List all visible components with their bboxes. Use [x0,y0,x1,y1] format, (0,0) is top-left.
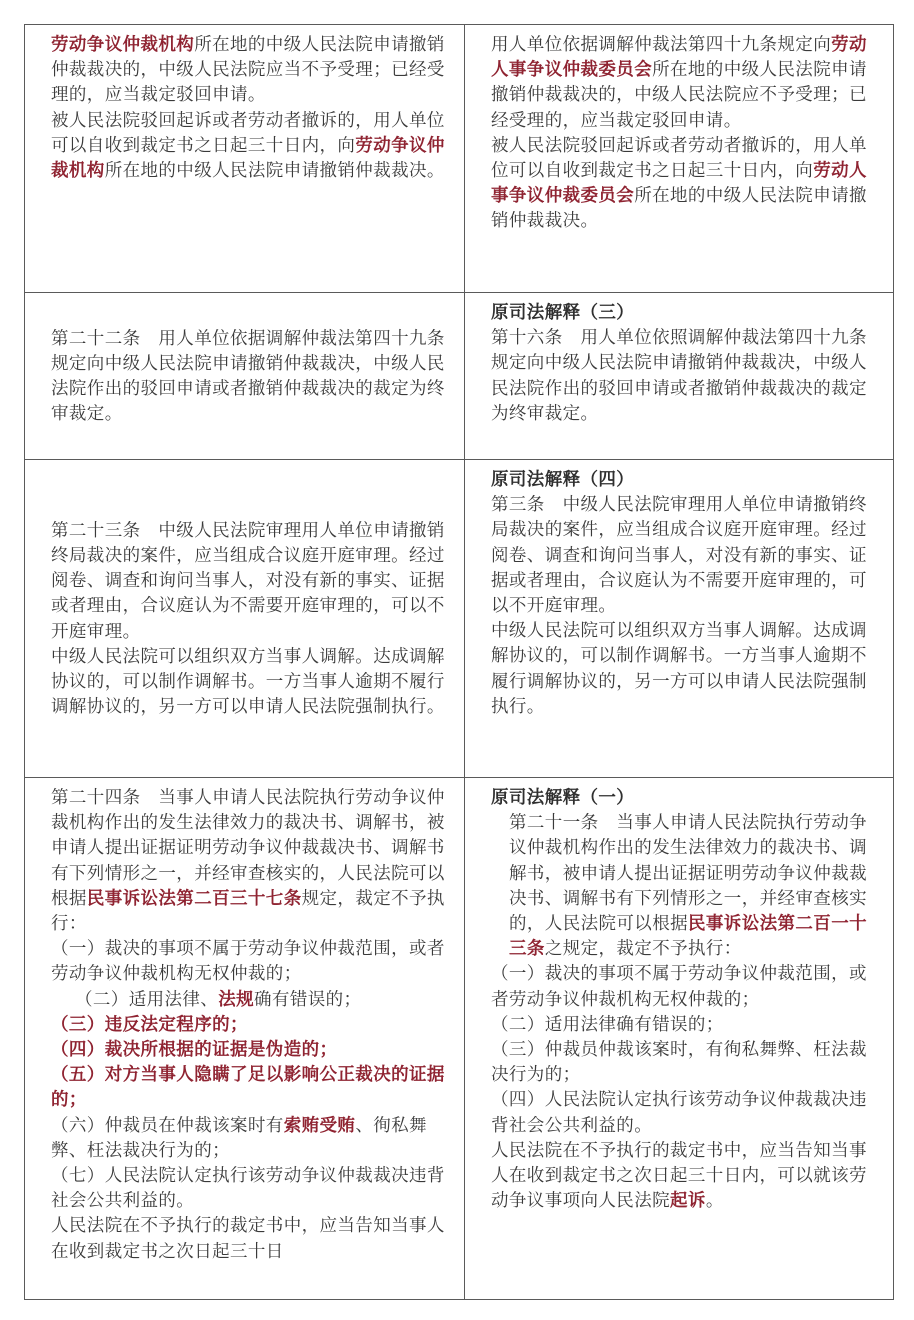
paragraph [491,962,871,1012]
highlighted-text: （五）对方当事人隐瞒了足以影响公正裁决的证据的； [51,1065,445,1111]
new-provision-cell [25,778,465,1300]
highlighted-text: 劳动争议仲裁机构 [51,35,195,55]
text-run: 中级人民法院可以组织双方当事人调解。达成调解协议的，可以制作调解书。一方当事人逾期不履行调解协议的，另一方可以申请人民法院强制执行。 [51,646,445,718]
highlighted-text: 劳动人事争议仲裁委员会 [491,35,867,81]
old-provision-cell [465,460,894,778]
paragraph [491,811,871,962]
highlighted-text: 法规 [218,989,255,1010]
text-run: 。 [705,1191,724,1212]
old-provision-cell [465,293,894,460]
source-heading: 原司法解释（一） [491,788,635,808]
text-run: 规定，裁定不予执行： [51,888,445,935]
source-heading: 原司法解释（三） [491,303,635,323]
text-run: 第二十一条 当事人申请人民法院执行劳动争议仲裁机构作出的发生法律效力的裁决书、调解书，被申请人提出证据证明劳动争议仲裁裁决书、调解书有下列情形之一，并经审查核实的，人民法院可以根据 [509,813,867,935]
text-run: 确有错误的； [254,989,362,1010]
comparison-table [24,24,894,1300]
highlighted-text: 民事诉讼法第二百三十七条 [86,888,302,909]
paragraph [51,1038,446,1063]
table-row [25,778,894,1300]
paragraph [51,1013,446,1038]
paragraph [51,109,446,185]
highlighted-text: 民事诉讼法第二百一十三条 [509,914,867,960]
paragraph [491,619,871,720]
paragraph [491,493,871,619]
paragraph [491,326,871,427]
paragraph [51,1164,446,1214]
text-run: 人民法院在不予执行的裁定书中，应当告知当事人在收到裁定书之次日起三十日 [51,1216,445,1262]
text-run: （一）裁决的事项不属于劳动争议仲裁范围，或者劳动争议仲裁机构无权仲裁的； [491,964,867,1010]
old-provision-cell [465,25,894,293]
paragraph [51,937,446,987]
paragraph [491,1038,871,1088]
old-provision-cell [465,778,894,1300]
new-provision-cell [25,25,465,293]
text-run: （一）裁决的事项不属于劳动争议仲裁范围，或者劳动争议仲裁机构无权仲裁的； [51,939,445,985]
highlighted-text: （三）违反法定程序的； [51,1014,248,1035]
text-run: （四）人民法院认定执行该劳动争议仲裁裁决违背社会公共利益的。 [491,1090,867,1136]
table-row [25,25,894,293]
text-run: 、徇私舞弊、枉法裁决行为的； [51,1115,427,1161]
text-run: 被人民法院驳回起诉或者劳动者撤诉的，用人单位可以自收到裁定书之日起三十日内，向 [491,135,867,182]
text-run: 第三条 中级人民法院审理用人单位申请撤销终局裁决的案件，应当组成合议庭开庭审理。经过阅卷、调查和询问当事人，对没有新的事实、证据或者理由，合议庭认为不需要开庭审理的，可以不开庭审理。 [491,495,867,617]
table-row [25,460,894,778]
text-run: 中级人民法院可以组织双方当事人调解。达成调解协议的，可以制作调解书。一方当事人逾期不履行调解协议的，另一方可以申请人民法院强制执行。 [491,621,867,717]
paragraph [51,786,446,937]
text-run: 被人民法院驳回起诉或者劳动者撤诉的，用人单位可以自收到裁定书之日起三十日内，向 [51,110,445,156]
paragraph [51,1214,446,1264]
text-run: 第二十二条 用人单位依据调解仲裁法第四十九条规定向中级人民法院申请撤销仲裁裁决，中级人民法院作出的驳回申请或者撤销仲裁裁决的裁定为终审裁定。 [51,328,445,425]
paragraph [51,988,446,1013]
text-run: 第十六条 用人单位依照调解仲裁法第四十九条规定向中级人民法院申请撤销仲裁裁决，中级人民法院作出的驳回申请或者撤销仲裁裁决的裁定为终审裁定。 [491,328,867,424]
new-provision-cell [25,293,465,460]
table-row [25,293,894,460]
paragraph [491,33,871,134]
highlighted-text: （四）裁决所根据的证据是伪造的； [51,1040,338,1061]
text-run: 所在地的中级人民法院申请撤销仲裁裁决。 [491,186,867,232]
paragraph [51,1063,446,1113]
highlighted-text: 起诉 [670,1191,706,1212]
text-run: （七）人民法院认定执行该劳动争议仲裁裁决违背社会公共利益的。 [51,1166,445,1212]
text-run: 所在地的中级人民法院申请撤销仲裁裁决。 [104,161,445,182]
paragraph [491,1013,871,1038]
paragraph [51,645,446,721]
paragraph [51,327,446,428]
highlighted-text: 索贿受贿 [283,1115,356,1136]
paragraph [491,134,871,235]
new-provision-cell [25,460,465,778]
text-run: 人民法院在不予执行的裁定书中，应当告知当事人在收到裁定书之次日起三十日内，可以就该劳动争议事项向人民法院 [491,1140,867,1212]
text-run: 所在地的中级人民法院申请撤销仲裁裁决的，中级人民法院应当不予受理；已经受理的，应当裁定驳回申请。 [51,35,445,106]
paragraph [491,1088,871,1138]
text-run: 第二十四条 当事人申请人民法院执行劳动争议仲裁机构作出的发生法律效力的裁决书、调解书，被申请人提出证据证明劳动争议仲裁裁决书、调解书有下列情形之一，并经审查核实的，人民法院可以根据 [51,788,445,909]
text-run: 用人单位依据调解仲裁法第四十九条规定向 [491,35,832,55]
text-run: （二）适用法律、 [75,989,219,1010]
text-run: （六）仲裁员在仲裁该案时有 [51,1115,284,1136]
highlighted-text: 劳动争议仲裁机构 [51,135,445,182]
paragraph [491,1139,871,1215]
paragraph [51,1114,446,1164]
text-run: 之规定，裁定不予执行： [544,939,742,960]
text-run: （二）适用法律确有错误的； [491,1014,724,1035]
paragraph [51,519,446,645]
text-run: 第二十三条 中级人民法院审理用人单位申请撤销终局裁决的案件，应当组成合议庭开庭审理。经过阅卷、调查和询问当事人，对没有新的事实、证据或者理由，合议庭认为不需要开庭审理的，可以不开庭审理。 [51,520,445,642]
highlighted-text: 劳动人事争议仲裁委员会 [491,161,867,207]
text-run: （三）仲裁员仲裁该案时，有徇私舞弊、枉法裁决行为的； [491,1040,867,1086]
source-heading: 原司法解释（四） [491,470,635,490]
paragraph [51,33,446,109]
text-run: 所在地的中级人民法院申请撤销仲裁裁决的，中级人民法院应不予受理；已经受理的，应当裁定驳回申请。 [491,60,867,131]
